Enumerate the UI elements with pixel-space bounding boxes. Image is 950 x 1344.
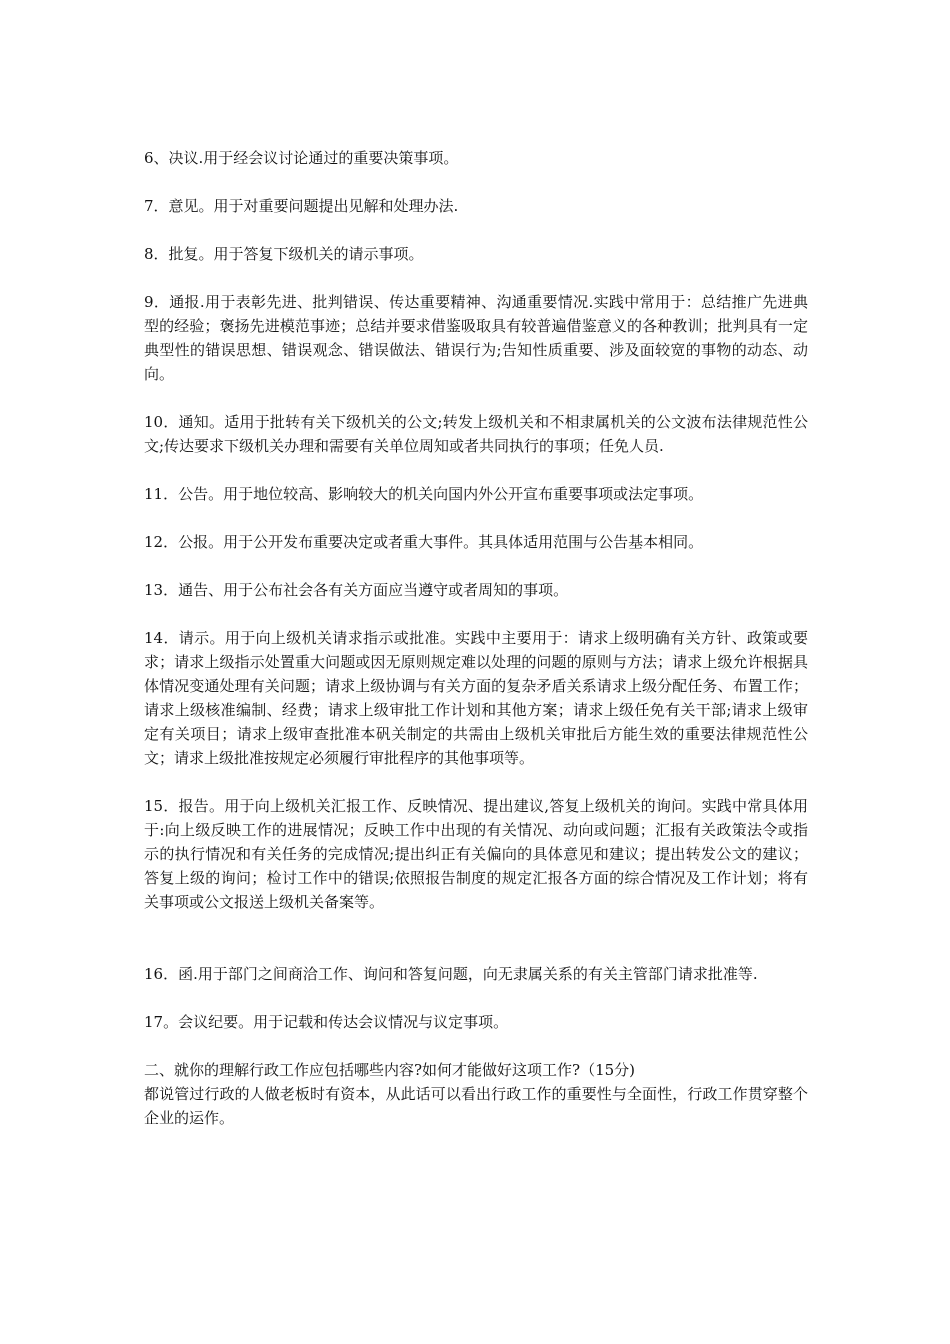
paragraph-item-17: 17。会议纪要。用于记载和传达会议情况与议定事项。	[144, 1013, 509, 1031]
paragraph-item-16: 16．函.用于部门之间商洽工作、询问和答复问题，向无隶属关系的有关主管部门请求批准等.	[144, 965, 758, 983]
paragraph-item-7: 7．意见。用于对重要问题提出见解和处理办法.	[144, 197, 459, 215]
paragraph-item-8: 8．批复。用于答复下级机关的请示事项。	[144, 245, 424, 263]
paragraph-item-14: 14．请示。用于向上级机关请求指示或批准。实践中主要用于：请求上级明确有关方针、政策或要求；请求上级指示处置重大问题或因无原则规定难以处理的问题的原则与方法；请求上级允许根据具体情况变通处理有关问题；请求上级协调与有关方面的复杂矛盾关系请求上级分配任务、布置工作；请求上级核准编制、经费；请求上级审批工作计划和其他方案；请求上级任免有关干部;请求上级审定有关项目；请求上级审查批准本矾关制定的共需由上级机关审批后方能生效的重要法律规范性公文；请求上级批准按规定必须履行审批程序的其他事项等。	[144, 629, 808, 767]
paragraph-item-10: 10．通知。适用于批转有关下级机关的公文;转发上级机关和不相隶属机关的公文波布法律规范性公文;传达要求下级机关办理和需要有关单位周知或者共同执行的事项；任免人员.	[144, 413, 808, 455]
paragraph-item-11: 11．公告。用于地位较高、影响较大的机关向国内外公开宣布重要事项或法定事项。	[144, 485, 704, 503]
paragraph-item-15: 15．报告。用于向上级机关汇报工作、反映情况、提出建议,答复上级机关的询问。实践中常具体用于:向上级反映工作的进展情况；反映工作中出现的有关情况、动向或问题；汇报有关政策法令或指示的执行情况和有关任务的完成情况;提出纠正有关偏向的具体意见和建议；提出转发公文的建议；答复上级的询问；检讨工作中的错误;依照报告制度的规定汇报各方面的综合情况及工作计划；将有关事项或公文报送上级机关备案等。	[144, 797, 808, 911]
paragraph-item-12: 12．公报。用于公开发布重要决定或者重大事件。其具体适用范围与公告基本相同。	[144, 533, 704, 551]
document-page	[144, 146, 808, 1130]
section-heading-question-2: 二、就你的理解行政工作应包括哪些内容?如何才能做好这项工作?（15分)	[144, 1061, 636, 1079]
paragraph-item-9: 9．通报.用于表彰先进、批判错误、传达重要精神、沟通重要情况.实践中常用于：总结推广先进典型的经验；褒扬先进模范事迹；总结并要求借鉴吸取具有较普遍借鉴意义的各种教训；批判具有一定典型性的错误思想、错误观念、错误做法、错误行为;告知性质重要、涉及面较宽的事物的动态、动向。	[144, 293, 808, 383]
paragraph-item-13: 13．通告、用于公布社会各有关方面应当遵守或者周知的事项。	[144, 581, 569, 599]
paragraph-item-6: 6、决议.用于经会议讨论通过的重要决策事项。	[144, 149, 459, 167]
answer-paragraph: 都说管过行政的人做老板时有资本，从此话可以看出行政工作的重要性与全面性，行政工作贯穿整个企业的运作。	[144, 1085, 808, 1127]
